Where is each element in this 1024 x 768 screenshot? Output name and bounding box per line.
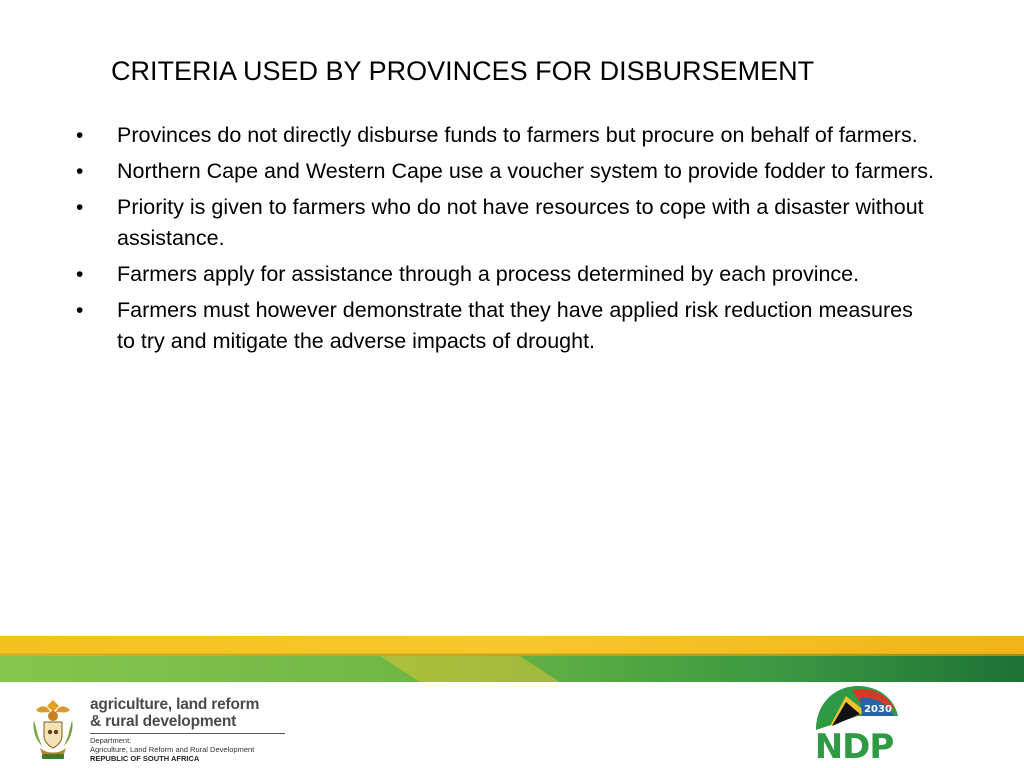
bullet-text: Farmers must however demonstrate that they have applied risk reduction measures to try and mitigate the adverse impacts of drought. [117, 298, 913, 353]
republic-label: REPUBLIC OF SOUTH AFRICA [90, 754, 200, 763]
slide-title: CRITERIA USED BY PROVINCES FOR DISBURSEMENT [111, 56, 815, 86]
footer [0, 682, 1024, 768]
bullet-text: Farmers apply for assistance through a process determined by each province. [117, 262, 860, 286]
bullet-item [76, 295, 936, 357]
bullet-item [76, 156, 936, 187]
bullet-list [76, 120, 936, 362]
bullet-item [76, 120, 936, 151]
department-title-line2: & rural development [90, 713, 237, 730]
coat-of-arms-icon [28, 696, 78, 762]
ndp-year: 2030 [864, 704, 892, 715]
bullet-dot-icon: • [76, 299, 84, 322]
bullet-item [76, 192, 936, 254]
bullet-text: Northern Cape and Western Cape use a voucher system to provide fodder to farmers. [117, 159, 935, 183]
bullet-text: Priority is given to farmers who do not have resources to cope with a disaster without assistance. [117, 195, 924, 250]
ndp-2030-logo [806, 682, 902, 764]
bullet-dot-icon: • [76, 196, 84, 219]
department-name-block [90, 696, 285, 763]
bullet-dot-icon: • [76, 263, 84, 286]
footer-color-band [0, 636, 1024, 682]
bullet-text: Provinces do not directly disburse funds to farmers but procure on behalf of farmers. [117, 123, 918, 147]
ndp-letters: NDP [814, 727, 894, 764]
department-divider [90, 733, 285, 734]
department-title-line1: agriculture, land reform [90, 696, 260, 713]
department-full-name: Agriculture, Land Reform and Rural Development [90, 745, 255, 754]
bullet-item [76, 259, 936, 290]
bullet-dot-icon: • [76, 160, 84, 183]
bullet-dot-icon: • [76, 124, 84, 147]
department-label: Department: [90, 736, 132, 745]
